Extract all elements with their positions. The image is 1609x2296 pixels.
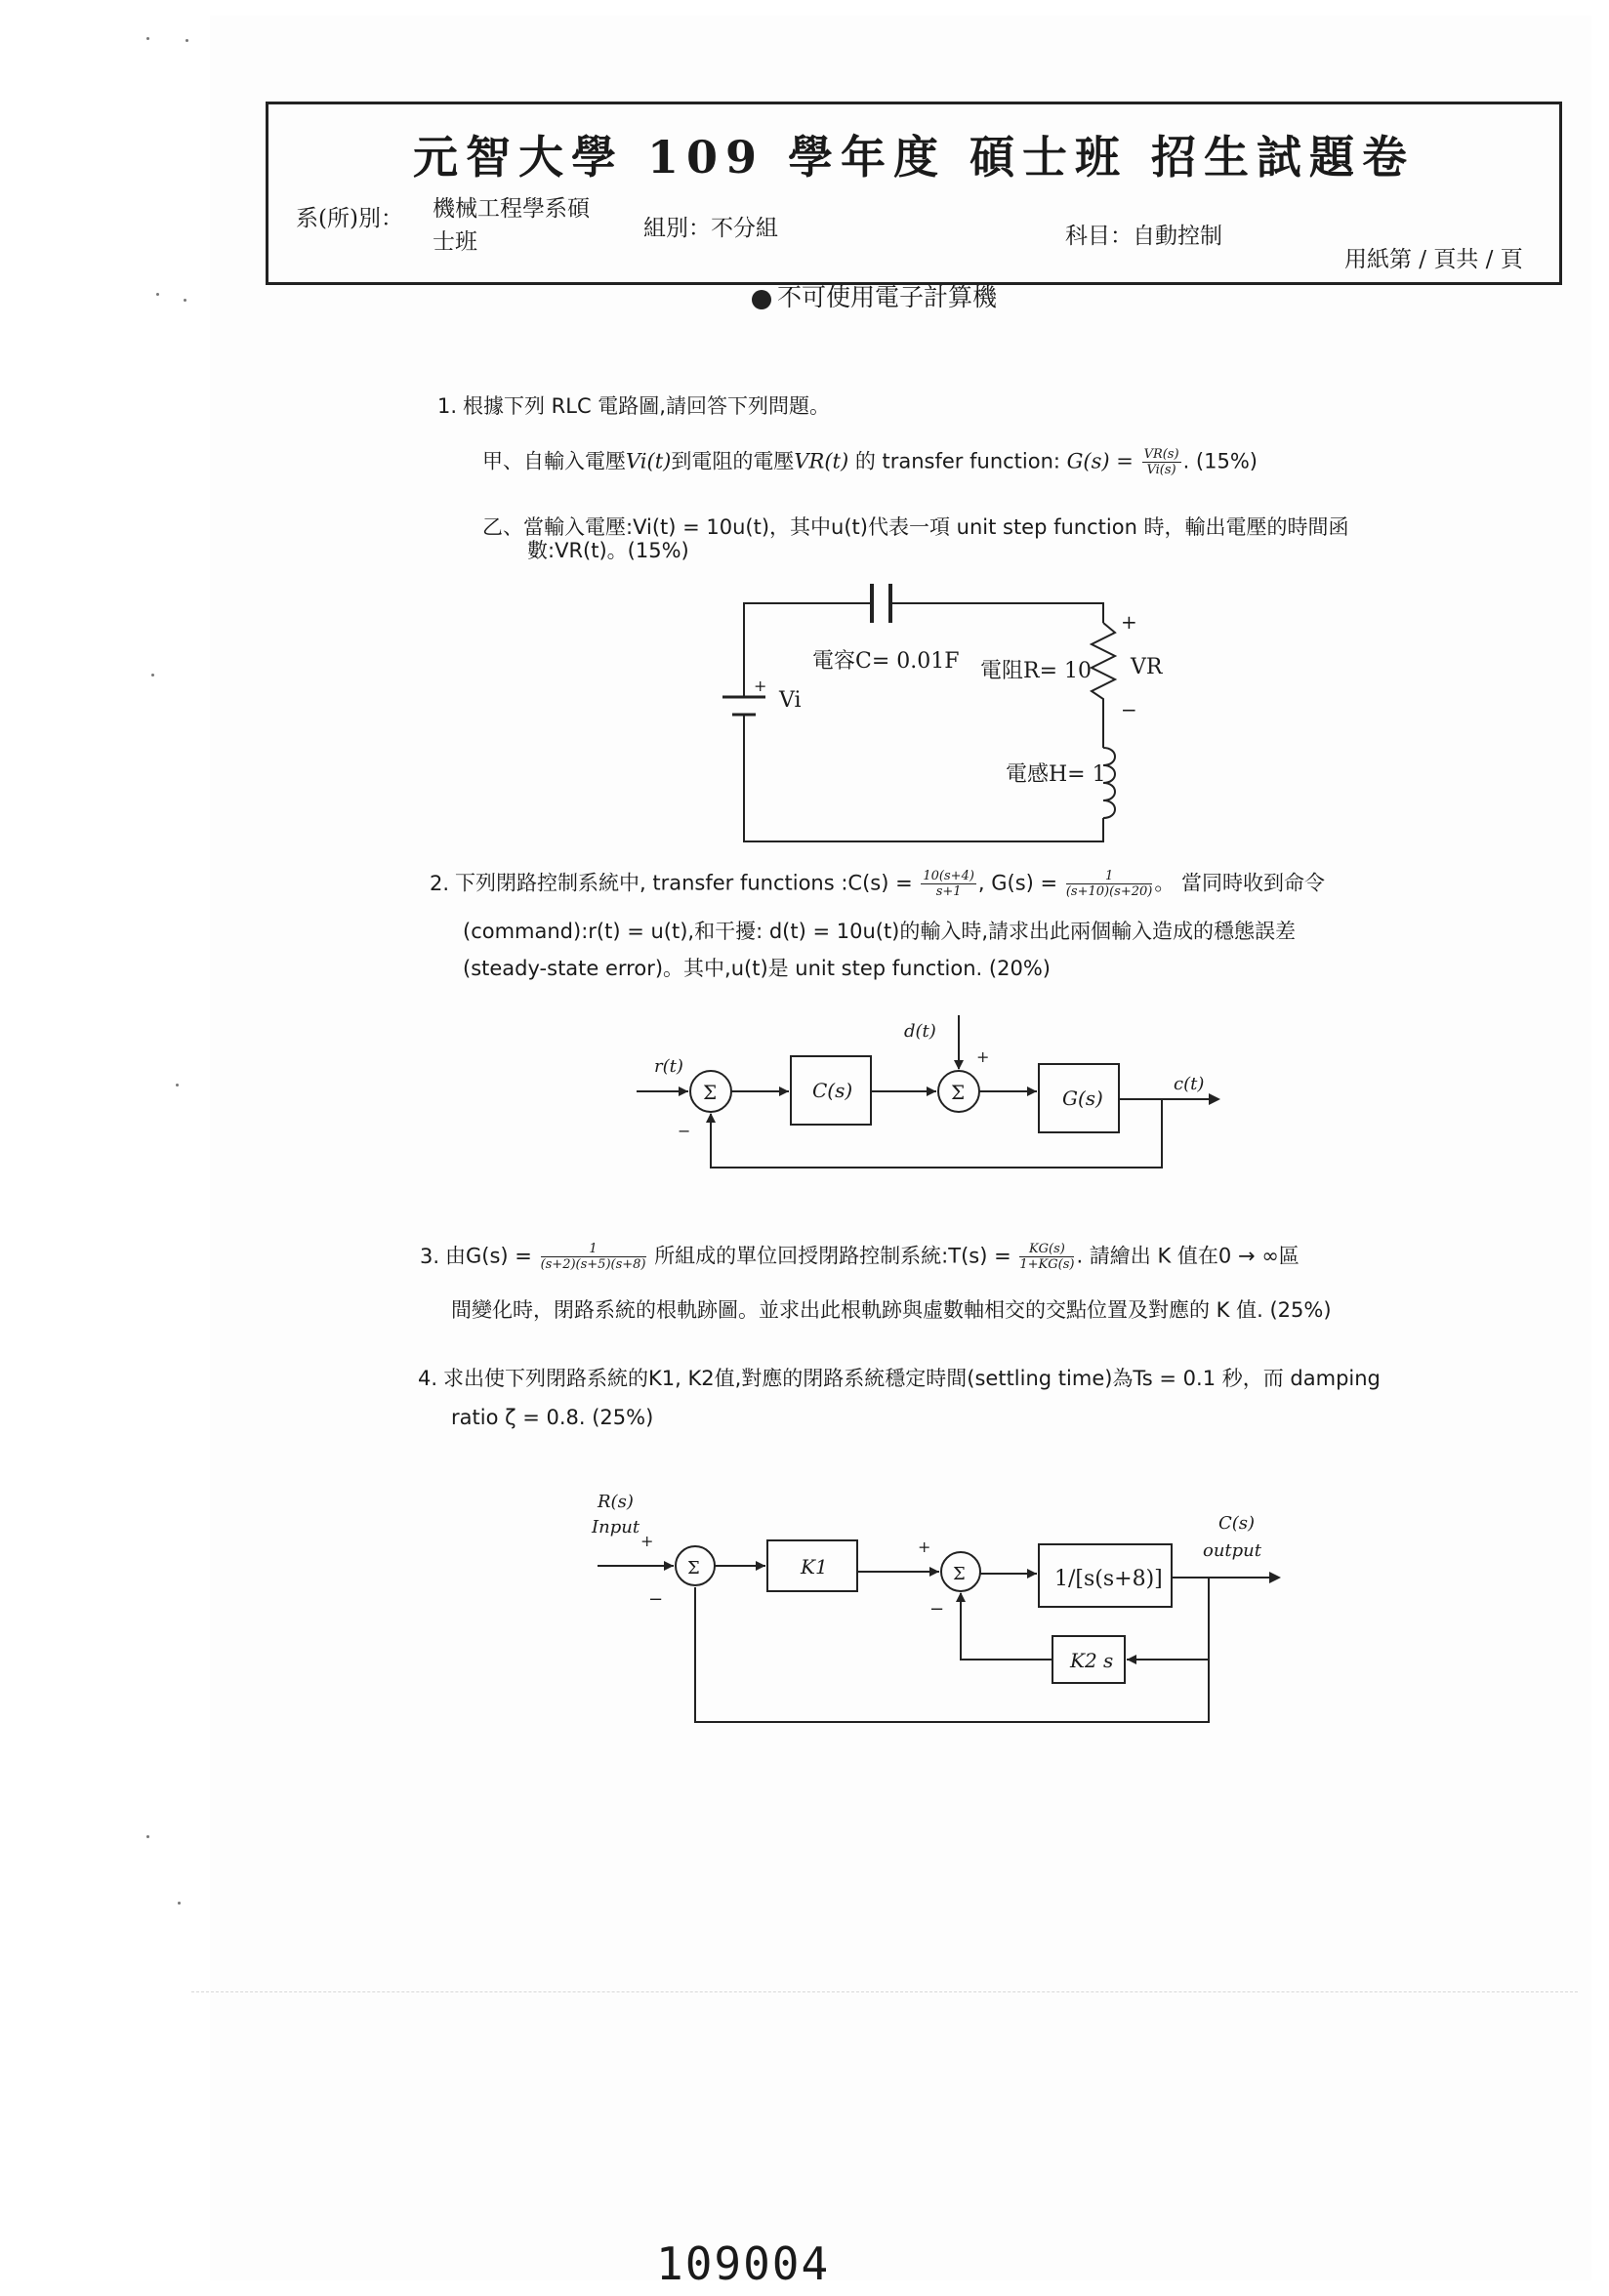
input-caption: Input: [592, 1517, 640, 1538]
capacitor-label: 電容C= 0.01F: [812, 649, 960, 674]
subject-value: 自動控制: [1133, 224, 1222, 249]
reference-input-label: r(t): [654, 1056, 683, 1077]
sum-junction-1: Σ: [703, 1081, 718, 1104]
vr-plus: +: [1121, 610, 1137, 634]
q3-line1: 3. 由G(s) = $\frac{1}{(s+2)(s+5)(s+8)}$ 所組成的單位回授閉路控制系統:T(s) = $\frac{KG(s)}{1+KG(s)}$ . 請繪出 K 值在0 → ∞區: [420, 1242, 1300, 1272]
q1-part-a: 甲、自輸入電壓Vi(t)到電阻的電壓VR(t) 的 transfer function: G(s) = $\frac{VR(s)}{Vi(s)}$ . (15%): [482, 447, 1258, 477]
q1-part-b-line2: 數:VR(t)。(15%): [527, 539, 689, 562]
output-signal-label: C(s): [1218, 1513, 1256, 1534]
dept-value-line2: 士班: [433, 229, 477, 255]
q1-part-b-line1: 乙、當輸入電壓:Vi(t) = 10u(t)，其中u(t)代表一項 unit step function 時，輸出電壓的時間函: [482, 515, 1349, 539]
plant-transfer-label: 1/[s(s+8)]: [1054, 1567, 1163, 1591]
dept-value-line1: 機械工程學系碩: [433, 196, 590, 222]
q2-line2: (command):r(t) = u(t),和干擾: d(t) = 10u(t)的輸入時,請求出此兩個輸入造成的穩態誤差: [463, 920, 1297, 943]
vi-label: Vi: [779, 688, 802, 713]
q1-fraction: $\frac{VR(s)}{Vi(s)}$: [1143, 447, 1179, 477]
inner-sum-junction: Σ: [953, 1564, 966, 1584]
q4-line1: 4. 求出使下列閉路系統的K1, K2值,對應的閉路系統穩定時間(settling time)為Ts = 0.1 秒，而 damping: [418, 1367, 1381, 1390]
k1-gain-label: K1: [801, 1555, 828, 1578]
resistor-label: 電阻R= 10: [980, 659, 1092, 683]
vr-label: VR: [1131, 655, 1163, 679]
exam-code: 109004: [656, 2237, 831, 2290]
controller-block-label: C(s): [812, 1079, 853, 1102]
outer-minus: −: [648, 1589, 664, 1610]
q1-prompt: 1. 根據下列 RLC 電路圖,請回答下列問題。: [437, 394, 830, 418]
battery-plus: +: [754, 676, 767, 695]
dept-label: 系(所)別：: [296, 206, 403, 231]
q4-line2: ratio ζ = 0.8. (25%): [451, 1406, 654, 1429]
page-divider: [191, 1991, 1578, 1992]
calculator-notice: 不可使用電子計算機: [752, 278, 997, 313]
inner-plus: +: [918, 1538, 931, 1556]
q3-line2: 間變化時，閉路系統的根軌跡圖。並求出此根軌跡與虛數軸相交的交點位置及對應的 K 值. (25%): [451, 1298, 1332, 1322]
inner-minus: −: [929, 1599, 945, 1620]
exam-title: 元智大學 109 學年度 碩士班 招生試題卷: [412, 131, 1416, 184]
inductor-label: 電感H= 1: [1006, 762, 1106, 787]
plant-block-label: G(s): [1062, 1086, 1103, 1110]
feedback-minus: −: [678, 1122, 691, 1140]
disturbance-label: d(t): [904, 1021, 936, 1042]
reference-input-label: R(s): [598, 1492, 634, 1512]
output-label: c(t): [1174, 1074, 1205, 1094]
k2-feedback-label: K2 s: [1070, 1649, 1114, 1672]
group-value: 不分組: [711, 216, 778, 241]
group-label: 組別：: [643, 216, 711, 241]
output-caption: output: [1203, 1540, 1262, 1561]
outer-plus: +: [640, 1532, 654, 1550]
vr-minus: −: [1121, 698, 1137, 721]
page-info: 用紙第 / 頁共 / 頁: [1344, 247, 1523, 272]
subject-label: 科目：: [1065, 224, 1133, 249]
q2-line1: 2. 下列閉路控制系統中, transfer functions :C(s) = $\frac{10(s+4)}{s+1}$ , G(s) = $\frac{1}{(s+10)(s+20)}$ 。 當同時收到命令: [430, 869, 1326, 899]
outer-sum-junction: Σ: [687, 1558, 700, 1578]
sum-junction-2: Σ: [951, 1081, 966, 1104]
disturbance-plus: +: [976, 1047, 990, 1066]
q2-line3: (steady-state error)。其中,u(t)是 unit step function. (20%): [463, 957, 1051, 980]
